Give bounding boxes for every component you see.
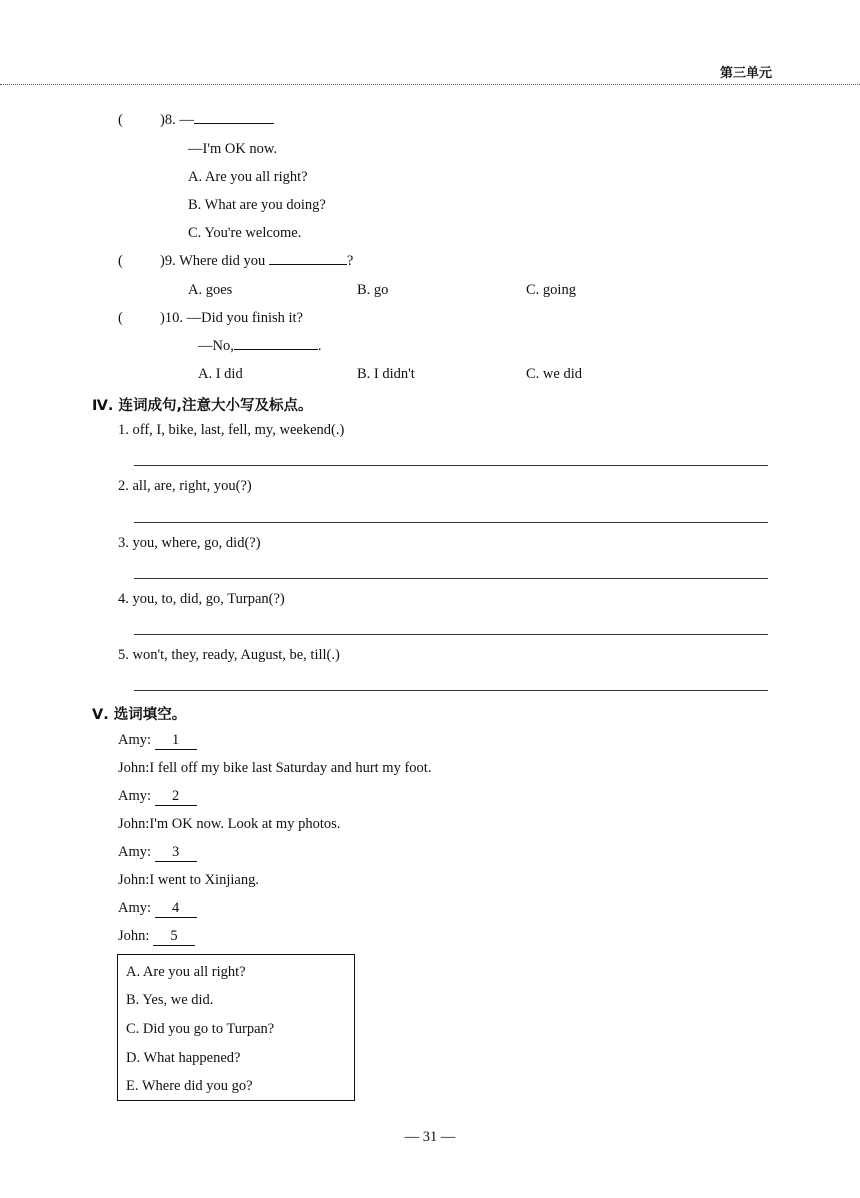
fill-blank-4[interactable]: 4 (155, 900, 197, 918)
speaker: John: (118, 872, 150, 888)
word-order-item-2: 2. all, are, right, you(?) (118, 478, 252, 494)
dialogue-line-8 (118, 928, 195, 946)
option-b: B. go (357, 282, 389, 298)
answer-paren-open: ( (118, 253, 123, 269)
answer-line-1[interactable] (134, 465, 768, 466)
option-a: A. Are you all right? (126, 964, 246, 980)
answer-blank[interactable] (234, 349, 318, 350)
question-8 (118, 112, 274, 129)
question-10 (118, 310, 303, 327)
option-c: C. You're welcome. (188, 225, 302, 241)
answer-paren-close: ) (160, 310, 165, 326)
unit-title: 第三单元 (719, 66, 772, 81)
dialogue-line-6 (118, 872, 259, 889)
word-order-item-3: 3. you, where, go, did(?) (118, 535, 261, 551)
answer-blank[interactable] (194, 123, 274, 124)
word-order-item-4: 4. you, to, did, go, Turpan(?) (118, 591, 285, 607)
answer-line-3[interactable] (134, 578, 768, 579)
option-e: E. Where did you go? (126, 1078, 253, 1094)
option-b: B. What are you doing? (188, 197, 326, 213)
dialogue-line-3 (118, 788, 197, 806)
fill-blank-3[interactable]: 3 (155, 844, 197, 862)
speaker: John: (118, 928, 150, 944)
answer-paren-close: ) (160, 253, 165, 269)
dialogue-text: I'm OK now. Look at my photos. (149, 816, 341, 832)
fill-blank-1[interactable]: 1 (155, 732, 197, 750)
speaker: John: (118, 816, 150, 832)
answer-line-5[interactable] (134, 690, 768, 691)
option-c: C. we did (526, 366, 582, 382)
word-order-item-5: 5. won't, they, ready, August, be, till(.) (118, 647, 340, 663)
speaker: Amy: (118, 788, 152, 804)
speaker: Amy: (118, 844, 152, 860)
answer-paren-open: ( (118, 310, 123, 326)
dialogue-text: I went to Xinjiang. (149, 872, 259, 888)
dialogue-line-7 (118, 900, 197, 918)
dialogue-response (198, 338, 321, 355)
response-text: —No, (198, 338, 234, 354)
option-a: A. Are you all right? (188, 169, 308, 185)
dialogue-text: I fell off my bike last Saturday and hurt my foot. (149, 760, 432, 776)
option-b: B. I didn't (357, 366, 415, 382)
question-stem: 10. —Did you finish it? (164, 310, 303, 326)
answer-line-2[interactable] (134, 522, 768, 523)
question-stem-end: ? (346, 253, 354, 269)
dialogue-line-4 (118, 816, 340, 833)
dialogue-response: —I'm OK now. (188, 141, 278, 157)
speaker: John: (118, 760, 150, 776)
header-divider (0, 84, 860, 85)
section-title-v: Ⅴ. 选词填空。 (92, 707, 187, 723)
word-order-item-1: 1. off, I, bike, last, fell, my, weekend(.) (118, 422, 345, 438)
option-c: C. going (526, 282, 576, 298)
speaker: Amy: (118, 900, 152, 916)
dialogue-line-5 (118, 844, 197, 862)
speaker: Amy: (118, 732, 152, 748)
answer-paren-close: ) (160, 112, 165, 128)
option-b: B. Yes, we did. (126, 992, 214, 1008)
dialogue-line-1 (118, 732, 197, 750)
fill-blank-2[interactable]: 2 (155, 788, 197, 806)
question-9 (118, 253, 353, 270)
answer-blank[interactable] (269, 264, 347, 265)
dialogue-line-2 (118, 760, 431, 777)
page-number: — 31 — (404, 1129, 456, 1145)
section-title-iv: Ⅳ. 连词成句,注意大小写及标点。 (92, 398, 313, 414)
options-box (117, 954, 355, 1101)
response-end: . (317, 338, 322, 354)
question-stem: 9. Where did you (164, 253, 266, 269)
option-a: A. goes (188, 282, 233, 298)
question-number: 8. — (164, 112, 194, 128)
option-a: A. I did (198, 366, 243, 382)
answer-paren-open: ( (118, 112, 123, 128)
option-d: D. What happened? (126, 1050, 241, 1066)
fill-blank-5[interactable]: 5 (153, 928, 195, 946)
answer-line-4[interactable] (134, 634, 768, 635)
option-c: C. Did you go to Turpan? (126, 1021, 275, 1037)
